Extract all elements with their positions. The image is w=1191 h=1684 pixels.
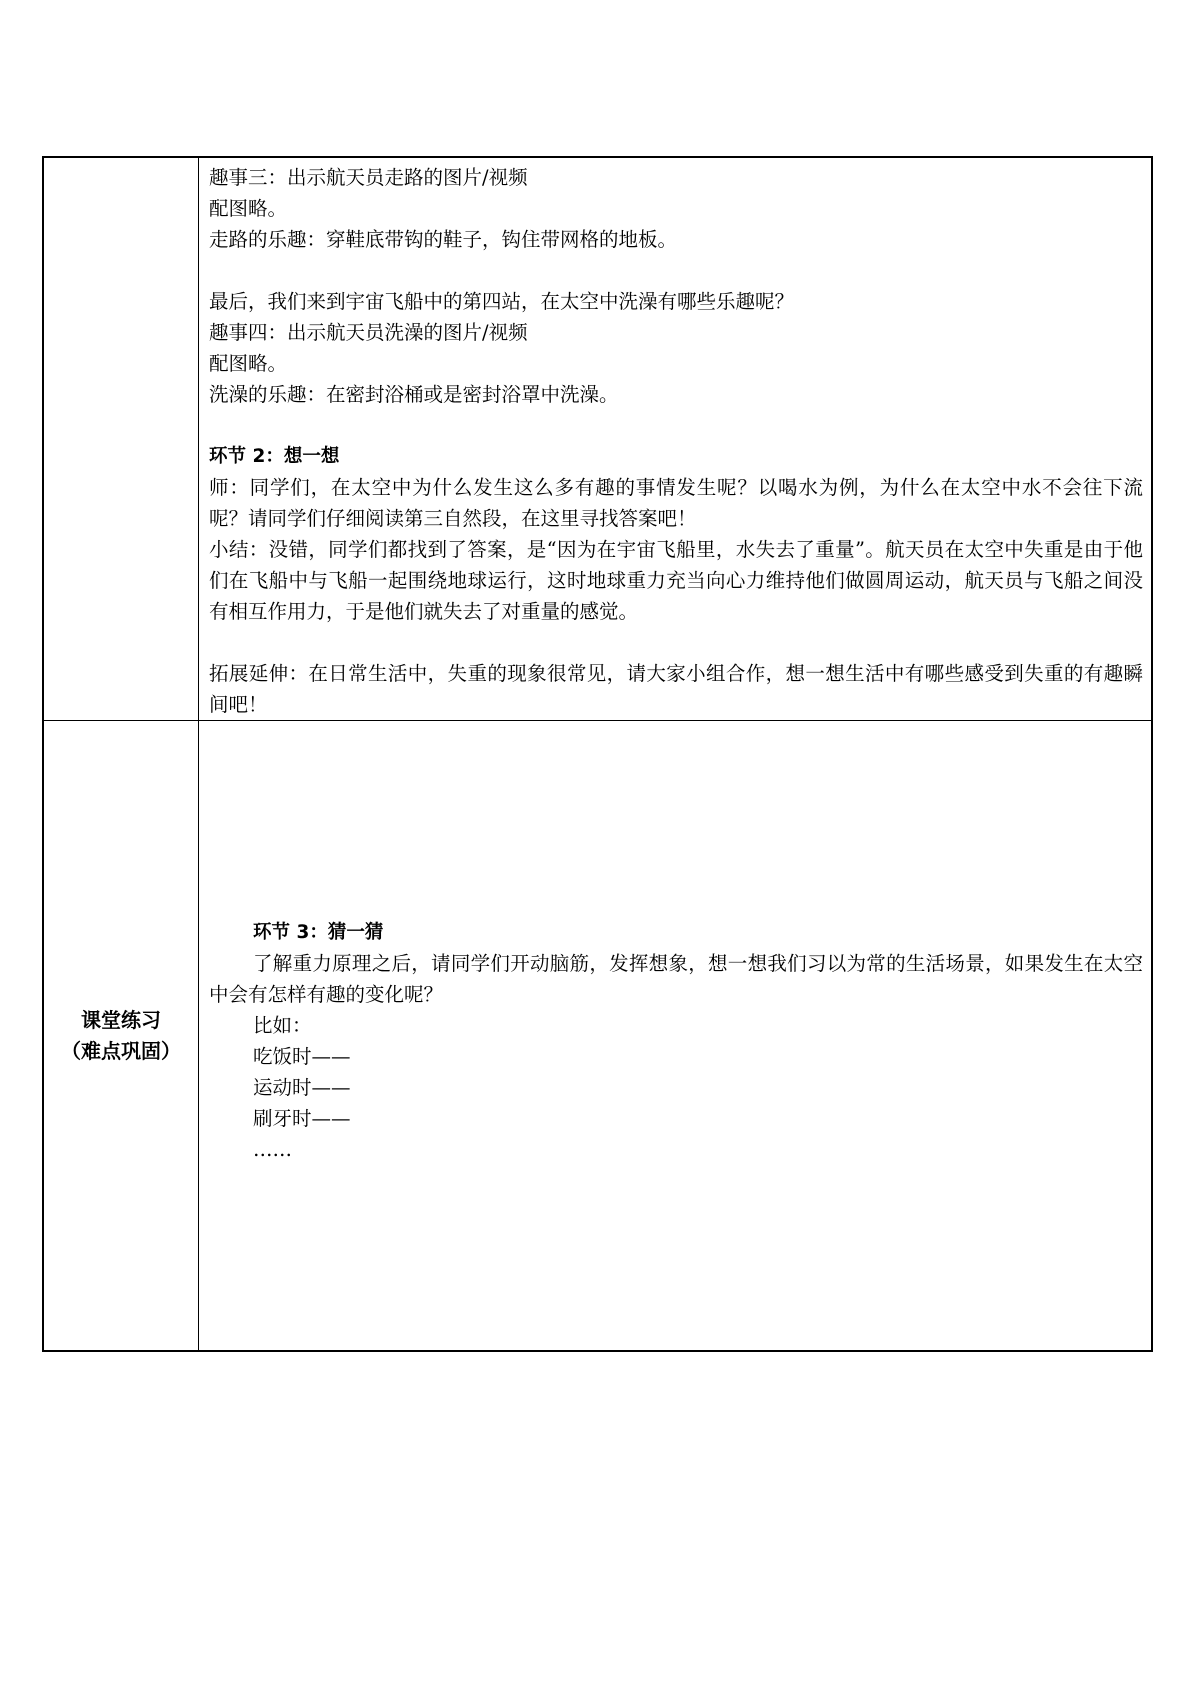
example-ellipsis: …… bbox=[253, 1138, 292, 1161]
section-label-cell bbox=[43, 721, 199, 1352]
label-cell-empty bbox=[43, 157, 199, 721]
teacher-text: 师：同学们，在太空中为什么发生这么多有趣的事情发生呢？以喝水为例，为什么在太空中水不会往下流呢？请同学们仔细阅读第三自然段，在这里寻找答案吧！ bbox=[209, 476, 1143, 530]
example-item: 运动时—— bbox=[253, 1076, 351, 1099]
fun3-picture-note: 配图略。 bbox=[209, 197, 288, 220]
spacer bbox=[209, 255, 1143, 286]
station4-intro: 最后，我们来到宇宙飞船中的第四站，在太空中洗澡有哪些乐趣呢？ bbox=[209, 290, 795, 313]
table-row bbox=[43, 721, 1152, 1352]
example-intro: 比如： bbox=[253, 1014, 312, 1037]
content-cell bbox=[199, 157, 1153, 721]
table-row bbox=[43, 157, 1152, 721]
step3-text: 了解重力原理之后，请同学们开动脑筋，发挥想象，想一想我们习以为常的生活场景，如果发生在太空中会有怎样有趣的变化呢？ bbox=[209, 952, 1143, 1006]
step3-heading: 环节 3：猜一猜 bbox=[253, 922, 384, 943]
fun4-title: 趣事四：出示航天员洗澡的图片/视频 bbox=[209, 321, 528, 344]
spacer bbox=[209, 410, 1143, 441]
step2-heading: 环节 2：想一想 bbox=[209, 446, 340, 467]
section-label-line1: 课堂练习 bbox=[81, 1007, 161, 1032]
fun3-title: 趣事三：出示航天员走路的图片/视频 bbox=[209, 166, 528, 189]
fun4-joy: 洗澡的乐趣：在密封浴桶或是密封浴罩中洗澡。 bbox=[209, 383, 619, 406]
extension-text: 拓展延伸：在日常生活中，失重的现象很常见，请大家小组合作，想一想生活中有哪些感受到失重的有趣瞬间吧！ bbox=[209, 662, 1143, 716]
example-item: 吃饭时—— bbox=[253, 1045, 351, 1068]
exercise-content-cell bbox=[199, 721, 1153, 1352]
section-label-line2: （难点巩固） bbox=[61, 1038, 181, 1063]
spacer bbox=[209, 627, 1143, 658]
fun4-picture-note: 配图略。 bbox=[209, 352, 288, 375]
fun3-joy: 走路的乐趣：穿鞋底带钩的鞋子，钩住带网格的地板。 bbox=[209, 228, 678, 251]
lesson-plan-table bbox=[42, 156, 1153, 1352]
example-item: 刷牙时—— bbox=[253, 1107, 351, 1130]
summary-text: 小结：没错，同学们都找到了答案，是“因为在宇宙飞船里，水失去了重量”。航天员在太空中失重是由于他们在飞船中与飞船一起围绕地球运行，这时地球重力充当向心力维持他们做圆周运动，航天员与飞船之间没有相互作用力，于是他们就失去了对重量的感觉。 bbox=[209, 538, 1143, 623]
